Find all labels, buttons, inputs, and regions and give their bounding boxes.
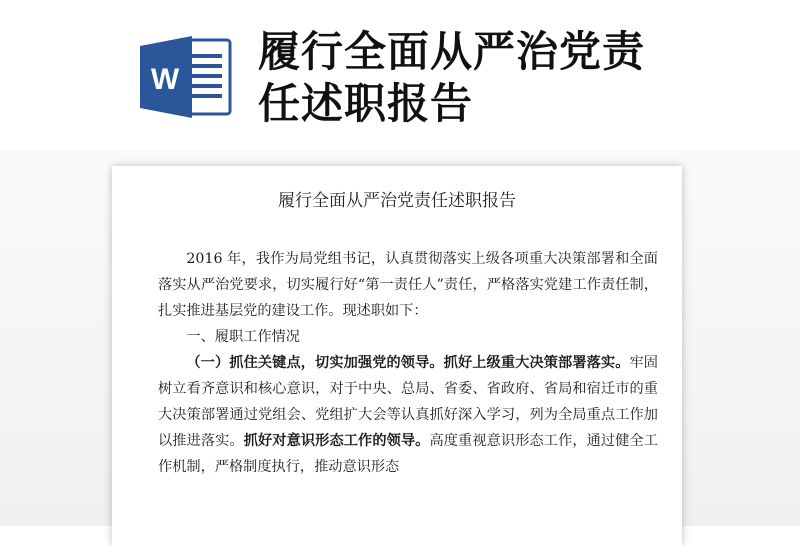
body-text: 牢固树立看齐意识和核心意识，对于中央、总局、省委、省政府、省局和宿迁市的重大决策部署通过党组会、党组扩大会等认真抓好深入学习，列为全局重点工作加以推进落实。 — [158, 355, 658, 449]
section-heading: 一、履职工作情况 — [186, 329, 300, 345]
banner-title-line1: 履行全面从严治党责 — [258, 27, 646, 76]
banner-title — [258, 26, 778, 130]
body-text: 高度重视意识形态工作，通过健全工作机制，严格制度执行，推动意识形态 — [158, 433, 658, 475]
bold-text: （一）抓住关键点，切实加强党的领导。抓好上级重大决策部署落实。 — [186, 355, 630, 371]
paragraph-section-one — [158, 350, 658, 480]
document-title: 履行全面从严治党责任述职报告 — [278, 191, 516, 211]
paragraph-intro: 2016 年，我作为局党组书记，认真贯彻落实上级各项重大决策部署和全面落实从严治党要求，切实履行好“第一责任人”责任，严格落实党建工作责任制，扎实推进基层党的建设工作。现述职如下： — [158, 251, 658, 319]
document-body — [158, 246, 658, 480]
banner — [0, 0, 800, 160]
bold-text: 抓好对意识形态工作的领导。 — [243, 433, 430, 449]
word-document-icon — [140, 36, 232, 118]
document-page — [112, 166, 682, 546]
word-icon-letter: W — [150, 63, 180, 96]
banner-title-line2: 任述职报告 — [258, 79, 474, 128]
